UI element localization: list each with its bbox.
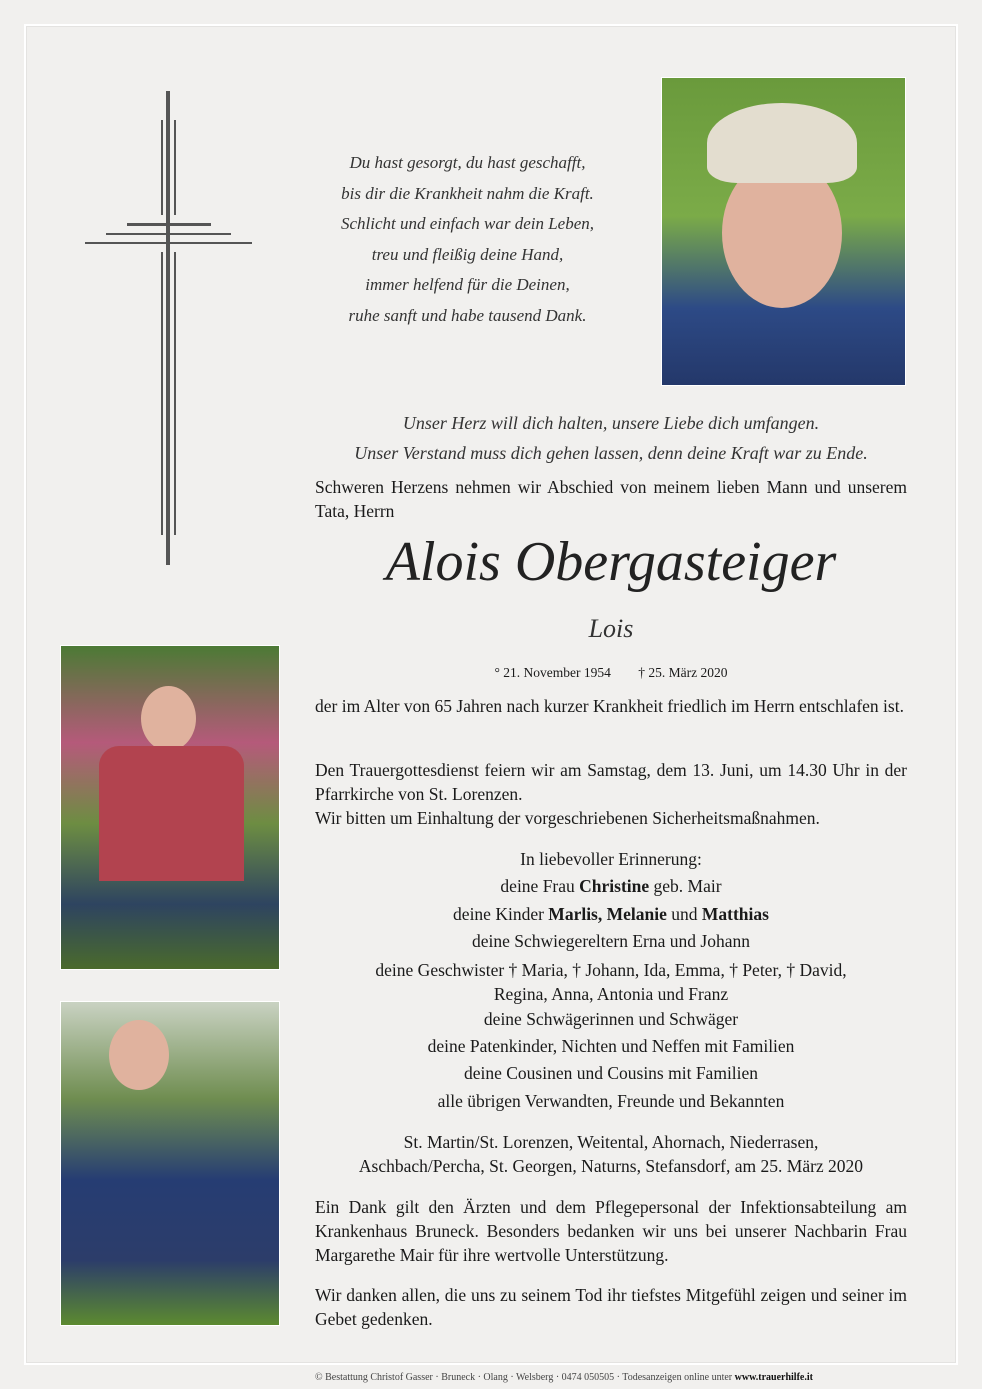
portrait-photo — [661, 77, 906, 386]
service-info: Den Trauergottesdienst feiern wir am Samstag, dem 13. Juni, um 14.30 Uhr in der Pfarrkirche von St. Lorenzen. — [315, 760, 907, 804]
photo-sitting-meadow — [60, 1001, 280, 1326]
kid-name: Matthias — [701, 903, 769, 924]
verse — [314, 408, 908, 468]
mourner-line: deine Geschwister † Maria, † Johann, Ida, Emma, † Peter, † David, — [375, 959, 847, 980]
poem-line: Schlicht und einfach war dein Leben, — [340, 214, 595, 233]
verse-line: Unser Verstand muss dich gehen lassen, denn deine Kraft war zu Ende. — [354, 443, 868, 463]
death-date: † 25. März 2020 — [638, 665, 728, 680]
footer-text: © Bestattung Christof Gasser · Bruneck · Olang · Welsberg · 0474 050505 · Todesanzeigen online unter — [315, 1372, 735, 1383]
wife-name: Christine — [579, 876, 650, 897]
label: deine Frau — [500, 876, 580, 897]
deceased-name: Alois Obergasteiger — [385, 531, 837, 593]
photo-sitting-flowers — [60, 645, 280, 970]
nickname: Lois — [588, 614, 634, 643]
mourner-wife — [315, 873, 907, 900]
closing-text: Wir danken allen, die uns zu seinem Tod ihr tiefstes Mitgefühl zeigen und seiner im Gebet gedenken. — [315, 1285, 907, 1329]
poem-line: treu und fleißig deine Hand, — [371, 244, 564, 264]
poem-line: bis dir die Krankheit nahm die Kraft. — [341, 183, 594, 203]
footer-link[interactable]: www.trauerhilfe.it — [734, 1372, 813, 1383]
footer — [315, 1372, 813, 1383]
passing-text: der im Alter von 65 Jahren nach kurzer Krankheit friedlich im Herrn entschlafen ist. — [315, 696, 904, 716]
thanks-text: Ein Dank gilt den Ärzten und dem Pflegepersonal der Infektionsabteilung am Krankenhaus Bruneck. Besonders bedanken wir uns bei unserer Nachbarin Frau Margarethe Mair für ihre wertvolle Unterstützung. — [315, 1197, 907, 1265]
life-dates — [315, 665, 907, 681]
mourner-line: alle übrigen Verwandten, Freunde und Bekannten — [437, 1090, 785, 1111]
birth-date: ° 21. November 1954 — [494, 665, 611, 680]
safety-note: Wir bitten um Einhaltung der vorgeschriebenen Sicherheitsmaßnahmen. — [315, 808, 820, 828]
mourner-line: Regina, Anna, Antonia und Franz — [493, 983, 729, 1004]
mourners-list — [315, 846, 907, 1115]
mourner-line: deine Schwiegereltern Erna und Johann — [472, 931, 750, 952]
places-line: Aschbach/Percha, St. Georgen, Naturns, Stefansdorf, am 25. März 2020 — [358, 1156, 864, 1176]
places — [315, 1130, 907, 1178]
intro-text: Schweren Herzens nehmen wir Abschied von meinem lieben Mann und unserem Tata, Herrn — [315, 477, 907, 521]
mourner-line: deine Cousinen und Cousins mit Familien — [463, 1063, 759, 1084]
verse-line: Unser Herz will dich halten, unsere Liebe dich umfangen. — [402, 413, 820, 433]
poem-line: immer helfend für die Deinen, — [365, 275, 570, 294]
mourner-line: deine Patenkinder, Nichten und Neffen mit Familien — [427, 1036, 795, 1057]
kids-names: Marlis, Melanie — [548, 903, 667, 924]
poem-line: ruhe sanft und habe tausend Dank. — [348, 305, 587, 325]
poem — [300, 148, 635, 331]
mourners-heading: In liebevoller Erinnerung: — [520, 849, 702, 869]
poem-line: Du hast gesorgt, du hast geschafft, — [349, 153, 586, 172]
places-line: St. Martin/St. Lorenzen, Weitental, Ahornach, Niederrasen, — [403, 1132, 819, 1152]
mourner-kids — [315, 901, 907, 928]
label: und — [666, 903, 702, 924]
label: deine Kinder — [453, 903, 549, 924]
mourner-line: deine Schwägerinnen und Schwäger — [483, 1008, 739, 1029]
label: geb. Mair — [649, 876, 722, 897]
service-text — [315, 758, 907, 830]
